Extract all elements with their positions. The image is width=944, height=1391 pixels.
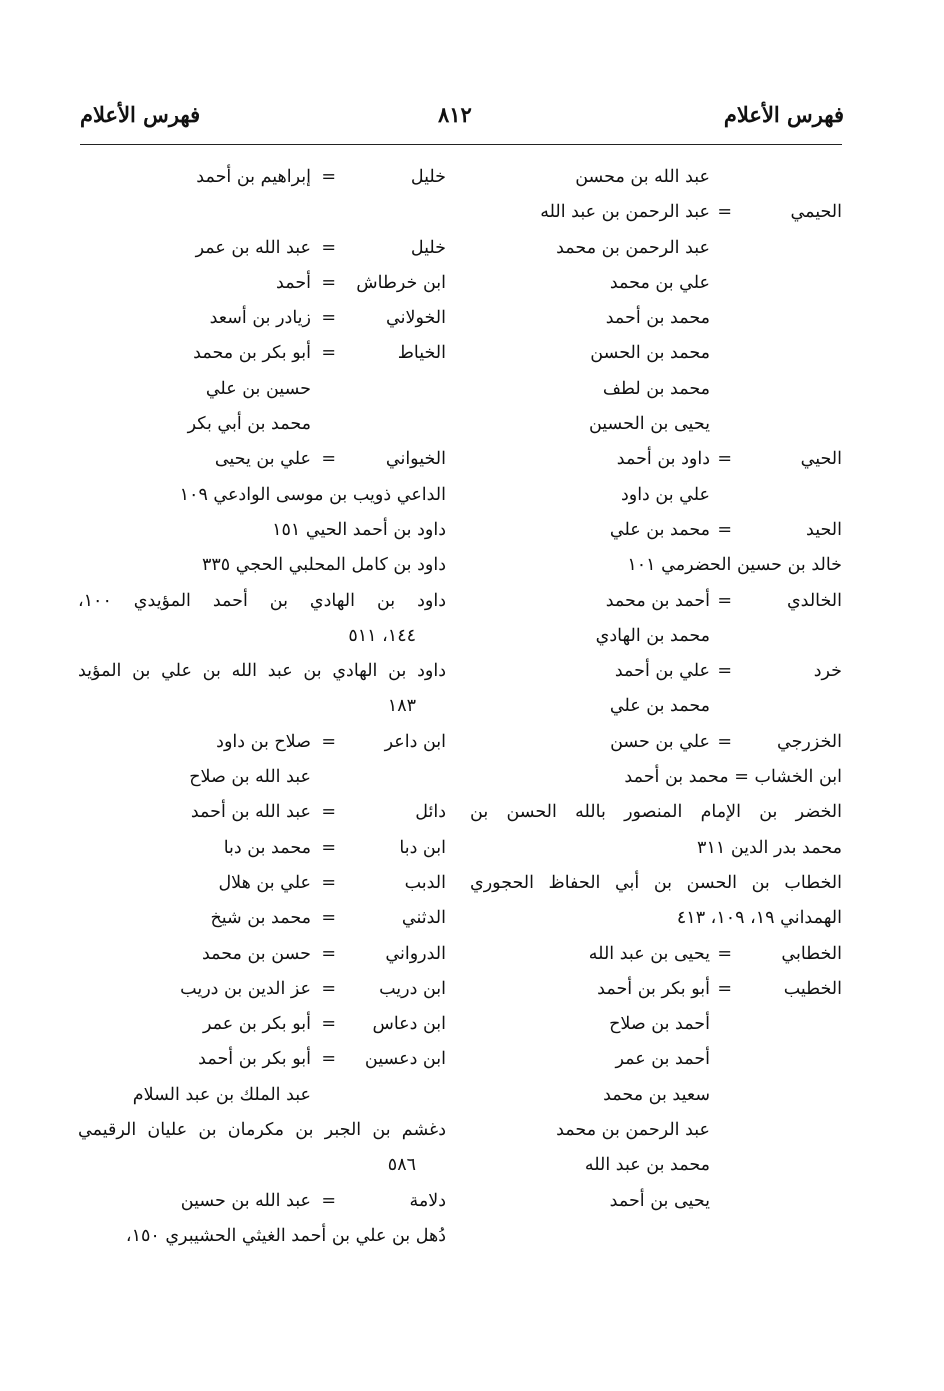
- index-entry: [78, 513, 446, 548]
- index-entry: [78, 760, 446, 795]
- entry-reference: عبد الله بن صلاح: [189, 767, 311, 788]
- index-entry: [470, 548, 842, 583]
- index-entry: [470, 760, 842, 795]
- entry-keyword: الخيواني: [385, 449, 446, 470]
- index-entry: [470, 901, 842, 936]
- equals-sign: =: [717, 731, 732, 752]
- index-entry: [78, 972, 446, 1007]
- index-entry: [470, 231, 842, 266]
- equals-sign: =: [321, 1049, 336, 1070]
- entry-keyword: الحيد: [806, 519, 842, 540]
- index-entry: [470, 584, 842, 619]
- equals-sign: =: [321, 272, 336, 293]
- index-entry: [78, 1148, 446, 1183]
- entry-reference: علي بن داود: [620, 484, 710, 505]
- equals-sign: =: [321, 449, 336, 470]
- entry-reference: عبد الرحمن بن محمد: [556, 1120, 710, 1141]
- index-entry: [78, 407, 446, 442]
- entry-text: داود بن أحمد الحيي ١٥١: [272, 519, 446, 540]
- index-entry: [470, 407, 842, 442]
- entry-reference: صلاح بن داود: [216, 731, 311, 752]
- entry-keyword: ابن دعسين: [364, 1049, 446, 1070]
- entry-reference: محمد بن شيخ: [210, 908, 311, 929]
- entry-keyword: دائل: [415, 802, 446, 823]
- index-entry: [470, 372, 842, 407]
- index-column-left: [78, 160, 446, 1254]
- entry-reference: محمد بن دبا: [223, 837, 311, 858]
- entry-reference: عبد الرحمن بن محمد: [556, 237, 710, 258]
- entry-keyword: الخالدي: [786, 590, 842, 611]
- entry-keyword: دلامة: [409, 1190, 446, 1211]
- index-entry: [78, 372, 446, 407]
- entry-reference: أحمد: [276, 272, 311, 293]
- entry-keyword: الخياط: [397, 343, 446, 364]
- entry-reference: عبد الرحمن بن عبد الله: [540, 202, 710, 223]
- equals-sign: =: [717, 202, 732, 223]
- entry-reference: محمد بن أبي بكر: [187, 414, 311, 435]
- entry-reference: محمد بن عبد الله: [584, 1155, 710, 1176]
- page-header: [0, 0, 944, 150]
- entry-reference: علي بن أحمد: [614, 661, 710, 682]
- index-entry: [470, 689, 842, 724]
- entry-reference: محمد بن الهادي: [595, 625, 710, 646]
- index-entry: [470, 619, 842, 654]
- entry-reference: عز الدين بن دريب: [180, 978, 311, 999]
- index-entry: [78, 301, 446, 336]
- index-column-right: [470, 160, 842, 1219]
- index-entry: [470, 266, 842, 301]
- entry-reference: عبد الله بن محسن: [575, 167, 710, 187]
- entry-reference: عبد الملك بن عبد السلام: [132, 1084, 311, 1105]
- equals-sign: =: [321, 167, 336, 187]
- entry-keyword: الخزرجي: [776, 731, 842, 752]
- index-entry: [78, 689, 446, 724]
- index-entry: [470, 1042, 842, 1077]
- equals-sign: =: [321, 731, 336, 752]
- equals-sign: =: [321, 978, 336, 999]
- entry-reference: محمد بن علي: [609, 519, 710, 540]
- index-entry: [78, 1184, 446, 1219]
- entry-reference: أحمد بن صلاح: [609, 1014, 710, 1035]
- index-entry: [78, 866, 446, 901]
- entry-keyword: الخطابي: [781, 943, 842, 964]
- index-entry: [470, 442, 842, 477]
- entry-text: ابن الخشاب = محمد بن أحمد: [624, 767, 842, 788]
- index-entry: [78, 478, 446, 513]
- index-entry: [78, 1219, 446, 1254]
- entry-reference: يحيى بن الحسين: [588, 414, 710, 435]
- index-entry: [78, 266, 446, 301]
- entry-reference: أحمد بن عمر: [615, 1049, 710, 1070]
- equals-sign: =: [321, 802, 336, 823]
- entry-reference: أبو بكر بن أحمد: [198, 1049, 311, 1070]
- entry-reference: أبو بكر بن محمد: [193, 343, 311, 364]
- entry-text: دغشم بن الجبر بن مكرمان بن عليان الرقيمي: [78, 1120, 446, 1141]
- entry-reference: علي بن هلال: [218, 872, 311, 893]
- index-entry: [470, 937, 842, 972]
- equals-sign: =: [321, 1190, 336, 1211]
- index-entry: [78, 584, 446, 619]
- entry-keyword: ابن دعاس: [372, 1014, 446, 1035]
- entry-keyword: ابن خرطاش: [356, 272, 446, 293]
- index-entry: [78, 231, 446, 266]
- index-entry: [78, 548, 446, 583]
- index-entry: [78, 1113, 446, 1148]
- equals-sign: =: [321, 872, 336, 893]
- index-entry: [78, 937, 446, 972]
- entry-reference: محمد بن لطف: [602, 378, 710, 399]
- entry-text: ٥٨٦: [387, 1155, 416, 1176]
- index-entry: [78, 1007, 446, 1042]
- index-entry: [78, 725, 446, 760]
- equals-sign: =: [321, 237, 336, 258]
- index-entry: [470, 195, 842, 230]
- entry-reference: عبد الله بن أحمد: [190, 802, 311, 823]
- equals-sign: =: [717, 943, 732, 964]
- entry-reference: أبو بكر بن عمر: [202, 1014, 311, 1035]
- equals-sign: =: [321, 908, 336, 929]
- entry-reference: عبد الله بن حسين: [180, 1190, 311, 1211]
- equals-sign: =: [321, 343, 336, 364]
- index-entry: [470, 160, 842, 195]
- entry-reference: يحيى بن أحمد: [609, 1190, 710, 1211]
- index-entry: [470, 1148, 842, 1183]
- equals-sign: =: [717, 449, 732, 470]
- entry-reference: عبد الله بن عمر: [195, 237, 311, 258]
- entry-text: الداعي ذويب بن موسى الوادعي ١٠٩: [179, 484, 446, 505]
- entry-keyword: الدرواني: [385, 943, 446, 964]
- index-entry: [470, 1184, 842, 1219]
- index-entry: [78, 831, 446, 866]
- index-entry: [470, 513, 842, 548]
- index-entry: [470, 1078, 842, 1113]
- entry-reference: يحيى بن عبد الله: [588, 943, 710, 964]
- entry-reference: حسن بن محمد: [201, 943, 311, 964]
- entry-reference: علي بن حسن: [610, 731, 710, 752]
- entry-text: الخطاب بن الحسن بن أبي الحفاظ الحجوري: [470, 872, 842, 893]
- index-entry: [470, 1113, 842, 1148]
- entry-reference: زيادر بن أسعد: [209, 308, 311, 329]
- entry-keyword: خليل: [410, 237, 446, 258]
- entry-text: داود بن الهادي بن عبد الله بن علي بن المؤيد: [78, 661, 446, 682]
- index-entry: [470, 831, 842, 866]
- equals-sign: =: [321, 1014, 336, 1035]
- entry-keyword: الخولاني: [386, 308, 446, 329]
- equals-sign: =: [321, 837, 336, 858]
- entry-keyword: ابن دريب: [379, 978, 446, 999]
- index-entry: [78, 442, 446, 477]
- entry-text: خالد بن حسين الحضرمي ١٠١: [627, 555, 842, 576]
- entry-reference: أحمد بن محمد: [605, 590, 710, 611]
- entry-reference: حسين بن علي: [205, 378, 311, 399]
- running-title-right: فهرس الأعلام: [723, 102, 844, 127]
- equals-sign: =: [717, 590, 732, 611]
- entry-keyword: الدبب: [404, 872, 446, 893]
- entry-text: الخضر بن الإمام المنصور بالله الحسن بن: [470, 802, 842, 823]
- entry-text: داود بن الهادي بن أحمد المؤيدي ١٠٠،: [78, 590, 446, 611]
- index-entry: [78, 336, 446, 371]
- entry-text: داود بن كامل المحلبي الحجي ٣٣٥: [201, 555, 446, 576]
- entry-keyword: خرد: [813, 661, 842, 682]
- entry-keyword: الحيي: [800, 449, 842, 470]
- entry-reference: سعيد بن محمد: [603, 1084, 710, 1105]
- index-entry: [78, 195, 446, 230]
- index-entry: [470, 1007, 842, 1042]
- equals-sign: =: [717, 661, 732, 682]
- index-entry: [470, 654, 842, 689]
- entry-keyword: الحيمي: [790, 202, 842, 223]
- entry-reference: إبراهيم بن أحمد: [196, 167, 311, 187]
- entry-reference: داود بن أحمد: [616, 449, 710, 470]
- index-entry: [470, 866, 842, 901]
- entry-reference: أبو بكر بن أحمد: [597, 978, 710, 999]
- index-entry: [470, 478, 842, 513]
- entry-keyword: ابن دبا: [399, 837, 446, 858]
- running-title-left: فهرس الأعلام: [80, 102, 201, 127]
- entry-text: محمد بدر الدين ٣١١: [697, 837, 842, 858]
- equals-sign: =: [321, 943, 336, 964]
- equals-sign: =: [717, 978, 732, 999]
- index-entry: [78, 1078, 446, 1113]
- index-entry: [78, 654, 446, 689]
- header-rule: [80, 144, 842, 145]
- entry-reference: محمد بن الحسن: [590, 343, 710, 364]
- entry-reference: محمد بن علي: [609, 696, 710, 717]
- index-entry: [470, 725, 842, 760]
- index-entry: [78, 619, 446, 654]
- index-entry: [470, 301, 842, 336]
- entry-reference: علي بن يحيى: [214, 449, 311, 470]
- index-entry: [470, 972, 842, 1007]
- index-entry: [78, 901, 446, 936]
- index-entry: [470, 336, 842, 371]
- index-entry: [470, 795, 842, 830]
- entry-reference: محمد بن أحمد: [605, 308, 710, 329]
- index-entry: [78, 795, 446, 830]
- entry-keyword: خليل: [410, 167, 446, 187]
- page-number: ٨١٢: [438, 102, 472, 127]
- entry-keyword: الدثني: [401, 908, 446, 929]
- entry-text: ١٤٤، ٥١١: [348, 625, 416, 646]
- entry-text: دُهل بن علي بن أحمد الغيثي الحشيبري ١٥٠،: [125, 1225, 446, 1246]
- entry-keyword: الخطيب: [783, 978, 842, 999]
- equals-sign: =: [321, 308, 336, 329]
- equals-sign: =: [717, 519, 732, 540]
- entry-reference: علي بن محمد: [609, 272, 710, 293]
- index-entry: [78, 1042, 446, 1077]
- entry-text: ١٨٣: [387, 696, 416, 717]
- entry-keyword: ابن داعر: [384, 731, 446, 752]
- index-entry: [78, 160, 446, 195]
- entry-text: الهمداني ١٩، ١٠٩، ٤١٣: [676, 908, 842, 929]
